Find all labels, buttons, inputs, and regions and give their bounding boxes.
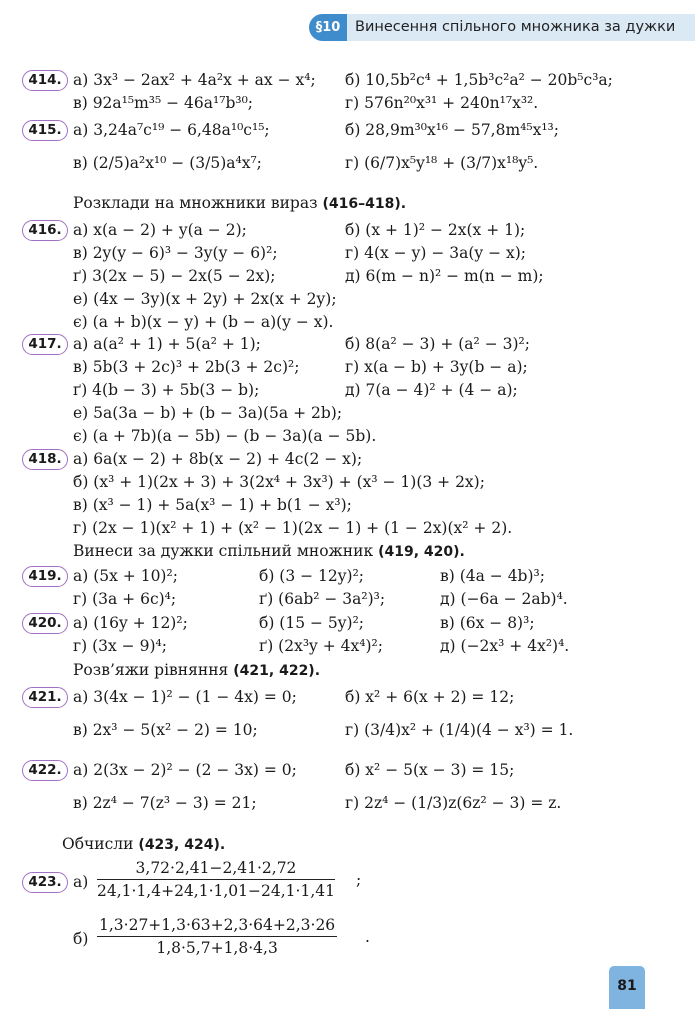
problem-415-b: б) 28,9m³⁰x¹⁶ − 57,8m⁴⁵x¹³; <box>345 121 559 139</box>
problem-417-g2: ґ) 4(b − 3) + 5b(3 − b); <box>73 381 260 399</box>
problem-417-d: д) 7(a − 4)² + (4 − a); <box>345 381 518 399</box>
problem-416-g2: ґ) 3(2x − 5) − 2x(5 − 2x); <box>73 267 276 285</box>
problem-number-418: 418. <box>22 449 68 470</box>
problem-414-g: г) 576n²⁰x³¹ + 240n¹⁷x³². <box>345 94 539 112</box>
problem-416-a: а) x(a − 2) + y(a − 2); <box>73 221 247 239</box>
instruction-heading-3: Розв’яжи рівняння (421, 422). <box>73 661 321 679</box>
problem-423-a-denominator: 24,1·1,4+24,1·1,01−24,1·1,41 <box>97 882 335 900</box>
problem-417-ye: є) (a + 7b)(a − 5b) − (b − 3a)(a − 5b). <box>73 427 377 445</box>
page-number: 81 <box>609 966 645 1009</box>
instruction-heading-1: Розклади на множники вираз (416–418). <box>73 194 407 212</box>
problem-417-a: а) a(a² + 1) + 5(a² + 1); <box>73 335 261 353</box>
problem-number-414: 414. <box>22 70 68 91</box>
problem-420-a: а) (16y + 12)²; <box>73 614 188 632</box>
problem-418-b: б) (x³ + 1)(2x + 3) + 3(2x⁴ + 3x³) + (x³ − 1)(3 + 2x); <box>73 473 485 491</box>
problem-419-g2: ґ) (6ab² − 3a²)³; <box>259 590 386 608</box>
problem-number-423: 423. <box>22 872 68 893</box>
problem-418-a: а) 6a(x − 2) + 8b(x − 2) + 4c(2 − x); <box>73 450 363 468</box>
instruction-heading-4: Обчисли (423, 424). <box>62 835 226 853</box>
instruction-heading-2: Винеси за дужки спільний множник (419, 420). <box>73 542 465 560</box>
problem-415-a: а) 3,24a⁷c¹⁹ − 6,48a¹⁰c¹⁵; <box>73 121 270 139</box>
problem-423-a-fraction <box>97 859 335 900</box>
problem-423-b-fraction <box>97 916 337 957</box>
problem-420-g: г) (3x − 9)⁴; <box>73 637 167 655</box>
problem-423-b-numerator: 1,3·27+1,3·63+2,3·64+2,3·26 <box>97 916 337 937</box>
problem-420-g2: ґ) (2x³y + 4x⁴)²; <box>259 637 383 655</box>
problem-414-a: а) 3x³ − 2ax² + 4a²x + ax − x⁴; <box>73 71 316 89</box>
problem-421-v: в) 2x³ − 5(x² − 2) = 10; <box>73 721 258 739</box>
problem-422-a: а) 2(3x − 2)² − (2 − 3x) = 0; <box>73 761 297 779</box>
problem-number-420: 420. <box>22 613 68 634</box>
problem-423-b-label: б) <box>73 930 89 948</box>
problem-number-422: 422. <box>22 760 68 781</box>
problem-416-g: г) 4(x − y) − 3a(y − x); <box>345 244 526 262</box>
problem-416-d: д) 6(m − n)² − m(n − m); <box>345 267 544 285</box>
problem-417-e: е) 5a(3a − b) + (b − 3a)(5a + 2b); <box>73 404 343 422</box>
problem-416-ye: є) (a + b)(x − y) + (b − a)(y − x). <box>73 313 334 331</box>
problem-423-b-denominator: 1,8·5,7+1,8·4,3 <box>156 939 278 957</box>
problem-421-a: а) 3(4x − 1)² − (1 − 4x) = 0; <box>73 688 297 706</box>
problem-number-419: 419. <box>22 566 68 587</box>
problem-420-v: в) (6x − 8)³; <box>440 614 535 632</box>
section-title: Винесення спільного множника за дужки <box>355 19 676 35</box>
section-header <box>309 14 695 41</box>
problem-number-415: 415. <box>22 120 68 141</box>
problem-417-v: в) 5b(3 + 2c)³ + 2b(3 + 2c)²; <box>73 358 300 376</box>
problem-422-b: б) x² − 5(x − 3) = 15; <box>345 761 515 779</box>
problem-415-g: г) (6/7)x⁵y¹⁸ + (3/7)x¹⁸y⁵. <box>345 154 539 172</box>
problem-417-b: б) 8(a² − 3) + (a² − 3)²; <box>345 335 530 353</box>
problem-number-417: 417. <box>22 334 68 355</box>
problem-419-v: в) (4a − 4b)³; <box>440 567 545 585</box>
problem-414-v: в) 92a¹⁵m³⁵ − 46a¹⁷b³⁰; <box>73 94 254 112</box>
problem-number-416: 416. <box>22 220 68 241</box>
problem-416-v: в) 2y(y − 6)³ − 3y(y − 6)²; <box>73 244 278 262</box>
problem-418-v: в) (x³ − 1) + 5a(x³ − 1) + b(1 − x³); <box>73 496 352 514</box>
problem-419-g: г) (3a + 6c)⁴; <box>73 590 177 608</box>
problem-421-g: г) (3/4)x² + (1/4)(4 − x³) = 1. <box>345 721 574 739</box>
problem-419-b: б) (3 − 12y)²; <box>259 567 365 585</box>
problem-number-421: 421. <box>22 687 68 708</box>
problem-414-b: б) 10,5b²c⁴ + 1,5b³c²a² − 20b⁵c³a; <box>345 71 613 89</box>
problem-419-d: д) (−6a − 2ab)⁴. <box>440 590 568 608</box>
problem-417-g: г) x(a − b) + 3y(b − a); <box>345 358 528 376</box>
problem-419-a: а) (5x + 10)²; <box>73 567 178 585</box>
problem-422-g: г) 2z⁴ − (1/3)z(6z² − 3) = z. <box>345 794 562 812</box>
problem-423-a-numerator: 3,72·2,41−2,41·2,72 <box>97 859 335 880</box>
problem-420-d: д) (−2x³ + 4x²)⁴. <box>440 637 570 655</box>
problem-421-b: б) x² + 6(x + 2) = 12; <box>345 688 515 706</box>
problem-418-g: г) (2x − 1)(x² + 1) + (x² − 1)(2x − 1) + (1 − 2x)(x² + 2). <box>73 519 513 537</box>
problem-420-b: б) (15 − 5y)²; <box>259 614 365 632</box>
problem-415-v: в) (2/5)a²x¹⁰ − (3/5)a⁴x⁷; <box>73 154 262 172</box>
problem-423-a-label: а) <box>73 873 89 891</box>
section-number: §10 <box>309 14 347 41</box>
problem-422-v: в) 2z⁴ − 7(z³ − 3) = 21; <box>73 794 257 812</box>
problem-416-b: б) (x + 1)² − 2x(x + 1); <box>345 221 526 239</box>
problem-416-e: е) (4x − 3y)(x + 2y) + 2x(x + 2y); <box>73 290 337 308</box>
